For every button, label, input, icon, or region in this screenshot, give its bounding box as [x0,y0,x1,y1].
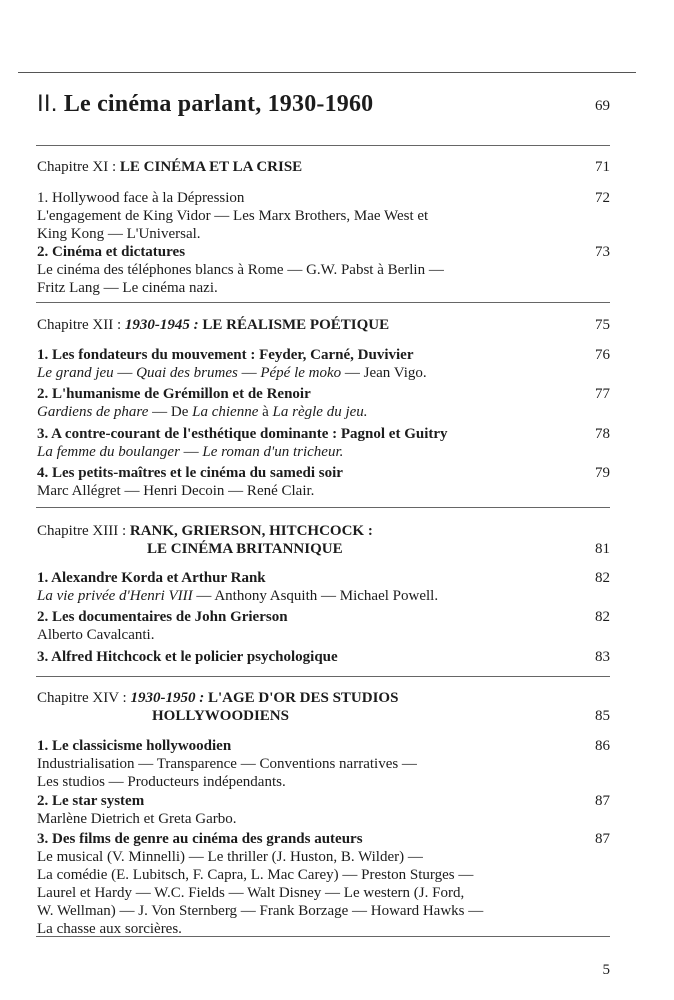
chapter-heading [37,316,389,334]
part-heading [37,90,373,118]
divider [36,302,610,303]
chapter-label: Chapitre XII : [37,317,122,333]
section-title: 2. Cinéma et dictatures [37,244,186,260]
chapter-page: 85 [595,708,610,724]
section-title: 1. Le classicisme hollywoodien [37,738,232,754]
part-page-number: 69 [595,98,610,114]
chapter-heading-line2 [152,707,289,725]
chapter-title: L'AGE D'OR DES STUDIOS [207,690,399,706]
section-detail: Gardiens de phare — De La chienne à La règle du jeu. [37,404,368,420]
top-rule [18,72,636,73]
section-detail: King Kong — L'Universal. [37,226,201,242]
chapter-heading [37,522,373,540]
page-number: 5 [602,962,610,978]
chapter-page: 75 [595,317,610,333]
section-title: 3. A contre-courant de l'esthétique dominante : Pagnol et Guitry [37,426,448,442]
section-page: 82 [595,609,610,625]
section-title: 3. Alfred Hitchcock et le policier psychologique [37,649,338,665]
section-detail: La vie privée d'Henri VIII — Anthony Asquith — Michael Powell. [37,588,439,604]
chapter-period: 1930-1945 : [124,317,199,333]
divider [36,507,610,508]
section-detail: Le grand jeu — Quai des brumes — Pépé le moko — Jean Vigo. [37,365,427,381]
section-page: 76 [595,347,610,363]
section [37,830,557,938]
section-detail: Marc Allégret — Henri Decoin — René Clair. [37,483,315,499]
section-page: 86 [595,738,610,754]
section-title: 2. L'humanisme de Grémillon et de Renoir [37,386,311,402]
chapter-page: 81 [595,541,610,557]
part-title: Le cinéma parlant, 1930-1960 [63,91,374,117]
chapter-page: 71 [595,159,610,175]
chapter-period: 1930-1950 : [130,690,205,706]
section-detail: La femme du boulanger — Le roman d'un tricheur. [37,444,344,460]
section-page: 78 [595,426,610,442]
section [37,648,557,666]
chapter-label: Chapitre XIII : [37,523,127,539]
section-detail: Le musical (V. Minnelli) — Le thriller (J. Huston, B. Wilder) — [37,849,423,865]
section [37,385,557,421]
chapter-title: RANK, GRIERSON, HITCHCOCK : [129,523,373,539]
section-detail: Alberto Cavalcanti. [37,627,155,643]
section [37,608,557,644]
section-page: 77 [595,386,610,402]
section [37,346,557,382]
chapter-title: HOLLYWOODIENS [152,708,289,724]
section [37,569,557,605]
chapter-heading [37,689,398,707]
chapter-label: Chapitre XIV : [37,690,127,706]
section-title: 3. Des films de genre au cinéma des grands auteurs [37,831,363,847]
chapter-title: LE CINÉMA BRITANNIQUE [147,541,343,557]
divider [36,936,610,937]
section-detail: La comédie (E. Lubitsch, F. Capra, L. Mac Carey) — Preston Sturges — [37,867,474,883]
section-title: 2. Le star system [37,793,145,809]
section-title: 4. Les petits-maîtres et le cinéma du samedi soir [37,465,343,481]
section-page: 82 [595,570,610,586]
section-detail: Fritz Lang — Le cinéma nazi. [37,280,218,296]
section [37,464,557,500]
section-detail: La chasse aux sorcières. [37,921,182,937]
part-number: II. [37,90,58,117]
divider [36,145,610,146]
section-title: 1. Hollywood face à la Dépression [37,190,245,206]
chapter-title: LE CINÉMA ET LA CRISE [119,159,303,175]
section-detail: Laurel et Hardy — W.C. Fields — Walt Disney — Le western (J. Ford, [37,885,465,901]
chapter-heading [37,158,302,176]
section-detail: Industrialisation — Transparence — Conventions narratives — [37,756,417,772]
section-page: 73 [595,244,610,260]
section [37,792,557,828]
section-title: 2. Les documentaires de John Grierson [37,609,288,625]
section-page: 87 [595,793,610,809]
section-title: 1. Les fondateurs du mouvement : Feyder, Carné, Duvivier [37,347,414,363]
section-page: 79 [595,465,610,481]
section-title: 1. Alexandre Korda et Arthur Rank [37,570,266,586]
chapter-title: LE RÉALISME POÉTIQUE [202,317,390,333]
section-detail: Le cinéma des téléphones blancs à Rome — G.W. Pabst à Berlin — [37,262,444,278]
section [37,425,557,461]
section [37,243,557,297]
section-page: 83 [595,649,610,665]
chapter-heading-line2 [147,540,343,558]
section-page: 72 [595,190,610,206]
section [37,737,557,791]
section [37,189,557,243]
section-detail: W. Wellman) — J. Von Sternberg — Frank Borzage — Howard Hawks — [37,903,484,919]
divider [36,676,610,677]
chapter-label: Chapitre XI : [37,159,117,175]
section-detail: Les studios — Producteurs indépendants. [37,774,286,790]
section-page: 87 [595,831,610,847]
section-detail: Marlène Dietrich et Greta Garbo. [37,811,237,827]
section-detail: L'engagement de King Vidor — Les Marx Brothers, Mae West et [37,208,429,224]
